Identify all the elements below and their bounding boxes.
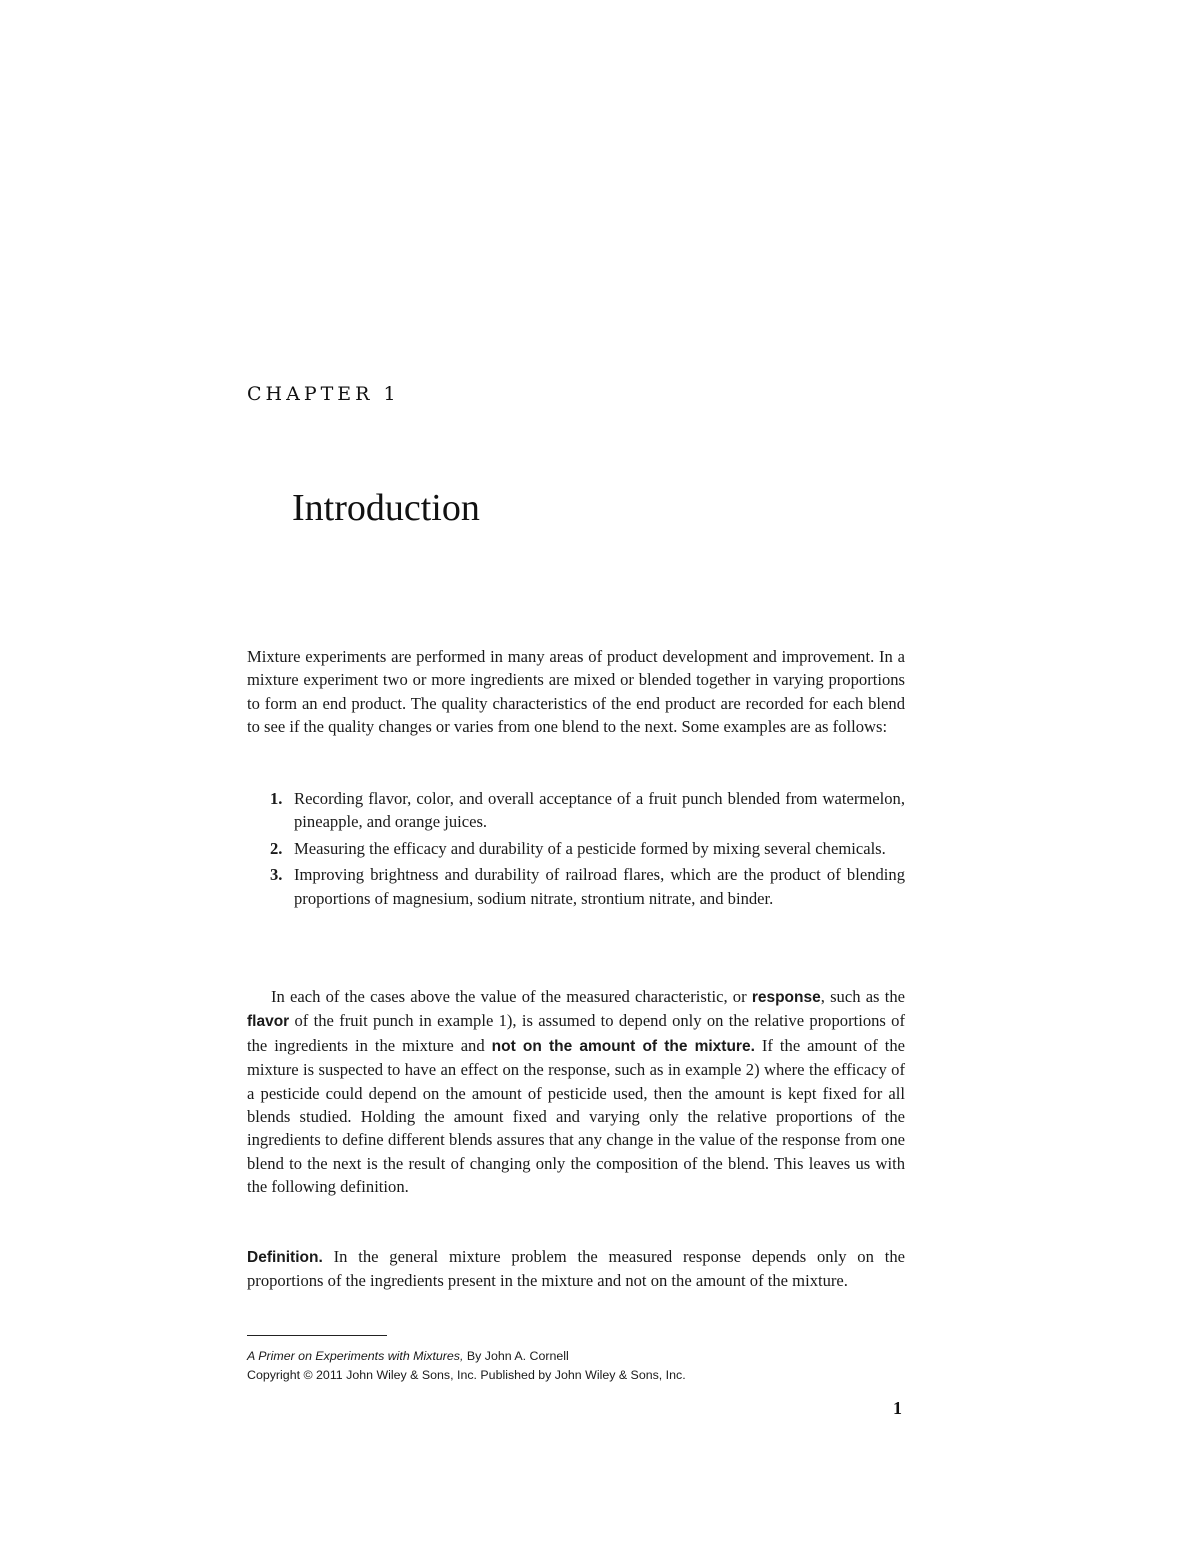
book-title: A Primer on Experiments with Mixtures, — [247, 1349, 464, 1363]
term-not-amount: not on the amount of the mixture. — [491, 1037, 755, 1055]
page-number: 1 — [893, 1398, 902, 1418]
definition-paragraph — [247, 1245, 905, 1293]
term-response: response — [751, 989, 821, 1006]
definition-label: Definition. — [247, 1249, 323, 1266]
list-item — [270, 787, 905, 834]
intro-paragraph: Mixture experiments are performed in many areas of product development and improvement. In a mixture experiment two or more ingredients are mixed or blended together in varying proportions to form an end product. The quality characteristics of the end product are recorded for each blend to see if the quality changes or varies from one blend to the next. Some examples are as follows: — [247, 647, 905, 737]
definition-text: In the general mixture problem the measured response depends only on the proportions of the ingredients present in the mixture and not on the amount of the mixture. — [247, 1247, 905, 1291]
footnote-citation — [247, 1347, 907, 1365]
paragraph-text: , such as the — [820, 987, 905, 1006]
footnote-copyright: Copyright © 2011 John Wiley & Sons, Inc. Published by John Wiley & Sons, Inc. — [247, 1368, 686, 1382]
chapter-label: CHAPTER 1 — [247, 383, 400, 405]
chapter-title: Introduction — [292, 487, 480, 529]
examples-list — [270, 787, 905, 913]
list-item-text: Recording flavor, color, and overall acceptance of a fruit punch blended from watermelon, pineapple, and orange juices. — [294, 789, 905, 832]
list-item-number: 1. — [270, 789, 283, 808]
term-flavor: flavor — [247, 1013, 290, 1031]
book-author: By John A. Cornell — [463, 1349, 569, 1363]
footnote-divider — [247, 1335, 387, 1336]
list-item-text: Improving brightness and durability of railroad flares, which are the product of blending proportions of magnesium, sodium nitrate, strontium nitrate, and binder. — [294, 865, 905, 908]
paragraph-text: In each of the cases above the value of the measured characteristic, or — [271, 987, 752, 1006]
paragraph-text: of the fruit punch in example 1), is assumed to depend only on the relative proportions of the ingredients in the mixture and — [247, 1011, 905, 1055]
list-item-number: 3. — [270, 865, 283, 885]
list-item-number: 2. — [270, 838, 283, 858]
cases-paragraph — [247, 985, 905, 1199]
list-item — [270, 863, 905, 910]
paragraph-text: If the amount of the mixture is suspected to have an effect on the response, such as in example 2) where the efficacy of a pesticide could depend on the amount of pesticide used, then the amount is kept fixed for all blends studied. Holding the amount fixed and varying only the relative proportions of the ingredients to define different blends assures that any change in the value of the response from one blend to the next is the result of changing only the composition of the blend. This leaves us with the following definition. — [247, 1035, 905, 1197]
list-item — [270, 837, 905, 860]
list-item-text: Measuring the efficacy and durability of a pesticide formed by mixing several chemicals. — [294, 838, 886, 858]
